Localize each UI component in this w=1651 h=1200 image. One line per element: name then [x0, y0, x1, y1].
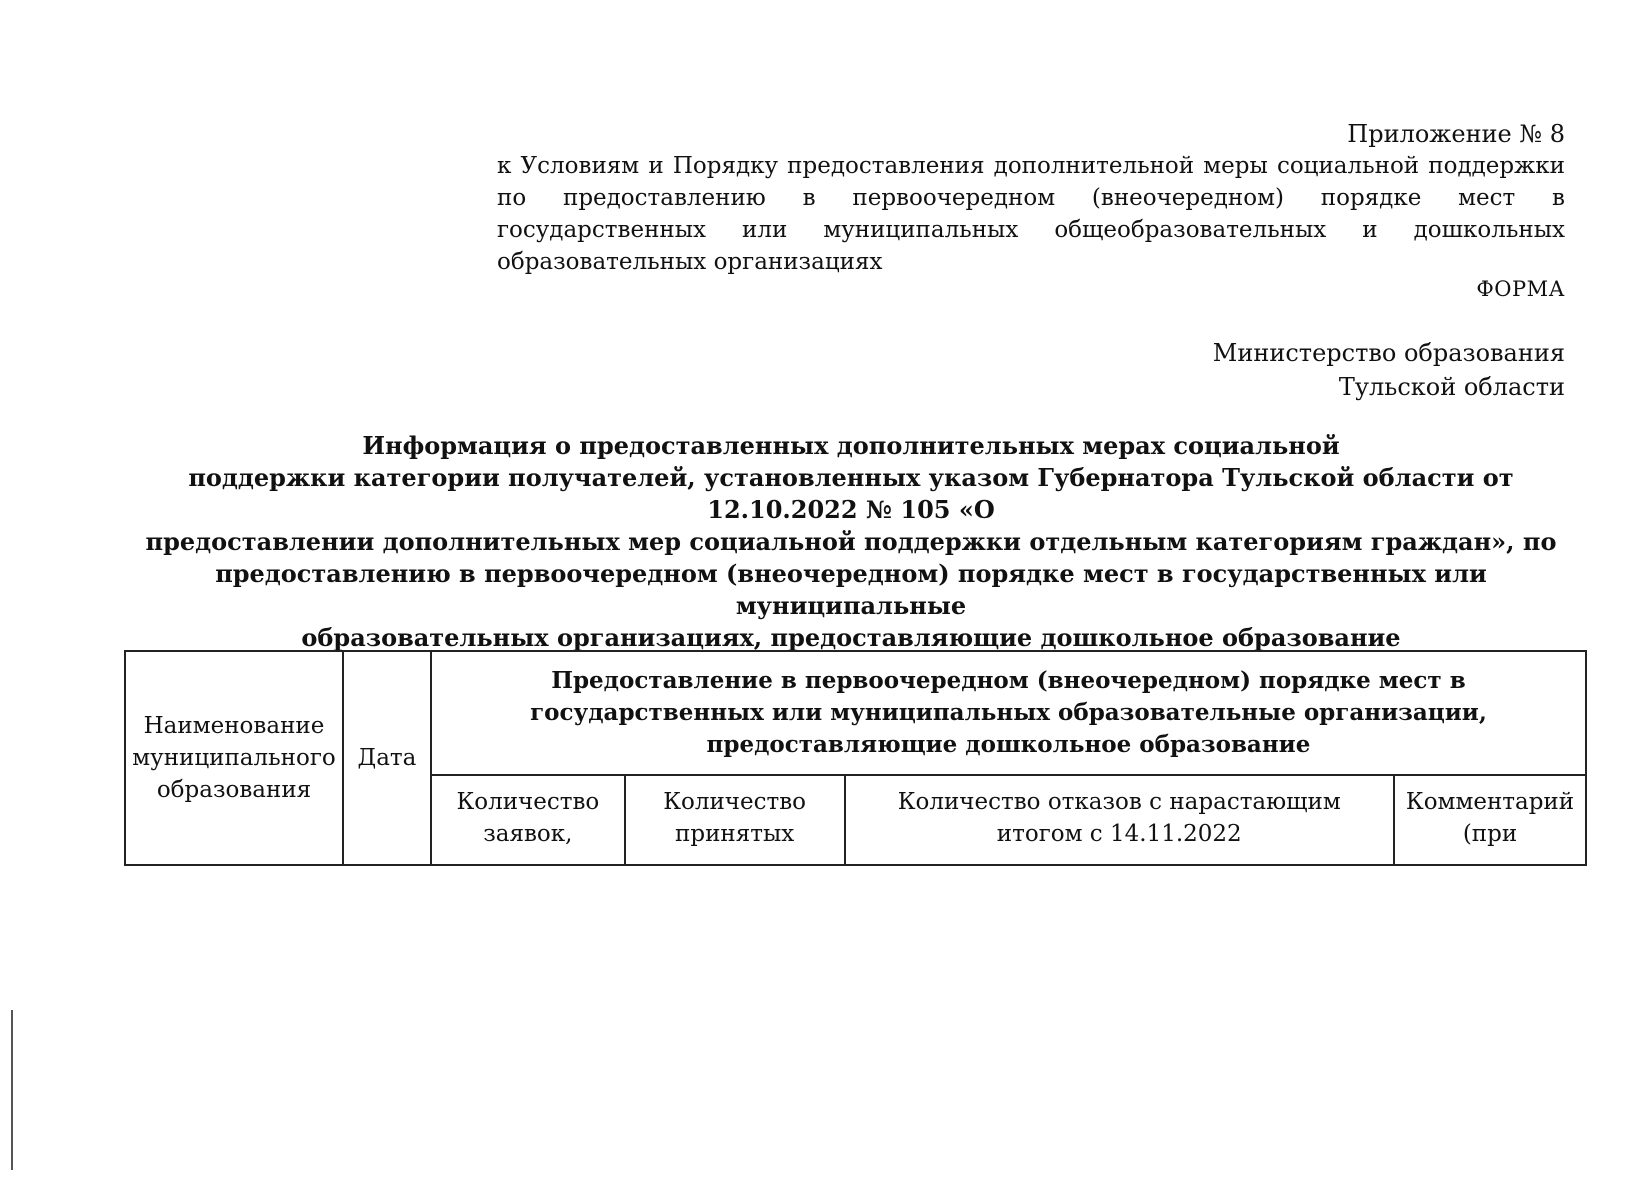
recipient-line-2: Тульской области — [1338, 373, 1565, 401]
recipient-line-1: Министерство образования — [1212, 339, 1565, 367]
header-municipality: Наименование муниципального образования — [125, 651, 343, 865]
header-group-priority-places: Предоставление в первоочередном (внеочередном) порядке мест в государственных или муниципальных образовательные организации, предоставляющие дошкольное образование — [431, 651, 1586, 775]
report-table — [124, 650, 1587, 866]
appendix-text: к Условиям и Порядку предоставления дополнительной меры социальной поддержки по предоставлению в первоочередном (внеочередном) порядке мест в государственных или муниципальных общеобразовательных и дошкольных образовательных организациях — [497, 153, 1565, 275]
subheader-applications: Количество заявок, — [431, 775, 625, 865]
document-title-line-1: Информация о предоставленных дополнительных мерах социальной — [362, 431, 1340, 460]
document-title-line-5: образовательных организациях, предоставляющие дошкольное образование — [301, 623, 1401, 652]
document-title — [120, 430, 1582, 654]
header-date: Дата — [343, 651, 431, 865]
subheader-comment: Комментарий (при — [1394, 775, 1586, 865]
scan-edge-mark — [11, 1010, 13, 1170]
document-title-line-2: поддержки категории получателей, установленных указом Губернатора Тульской области от 12.10.2022 № 105 «О — [188, 463, 1514, 524]
appendix-block — [497, 118, 1565, 278]
recipient-block — [1213, 336, 1565, 404]
document-title-line-3: предоставлении дополнительных мер социальной поддержки отдельным категориям граждан», по — [145, 527, 1557, 556]
subheader-accepted: Количество принятых — [625, 775, 845, 865]
table-header-row — [125, 651, 1586, 775]
appendix-title: Приложение № 8 — [1347, 120, 1565, 148]
document-title-line-4: предоставлению в первоочередном (внеочередном) порядке мест в государственных или муниципальные — [215, 559, 1487, 620]
subheader-refusals: Количество отказов с нарастающим итогом с 14.11.2022 — [845, 775, 1395, 865]
form-label: ФОРМА — [1476, 277, 1565, 301]
